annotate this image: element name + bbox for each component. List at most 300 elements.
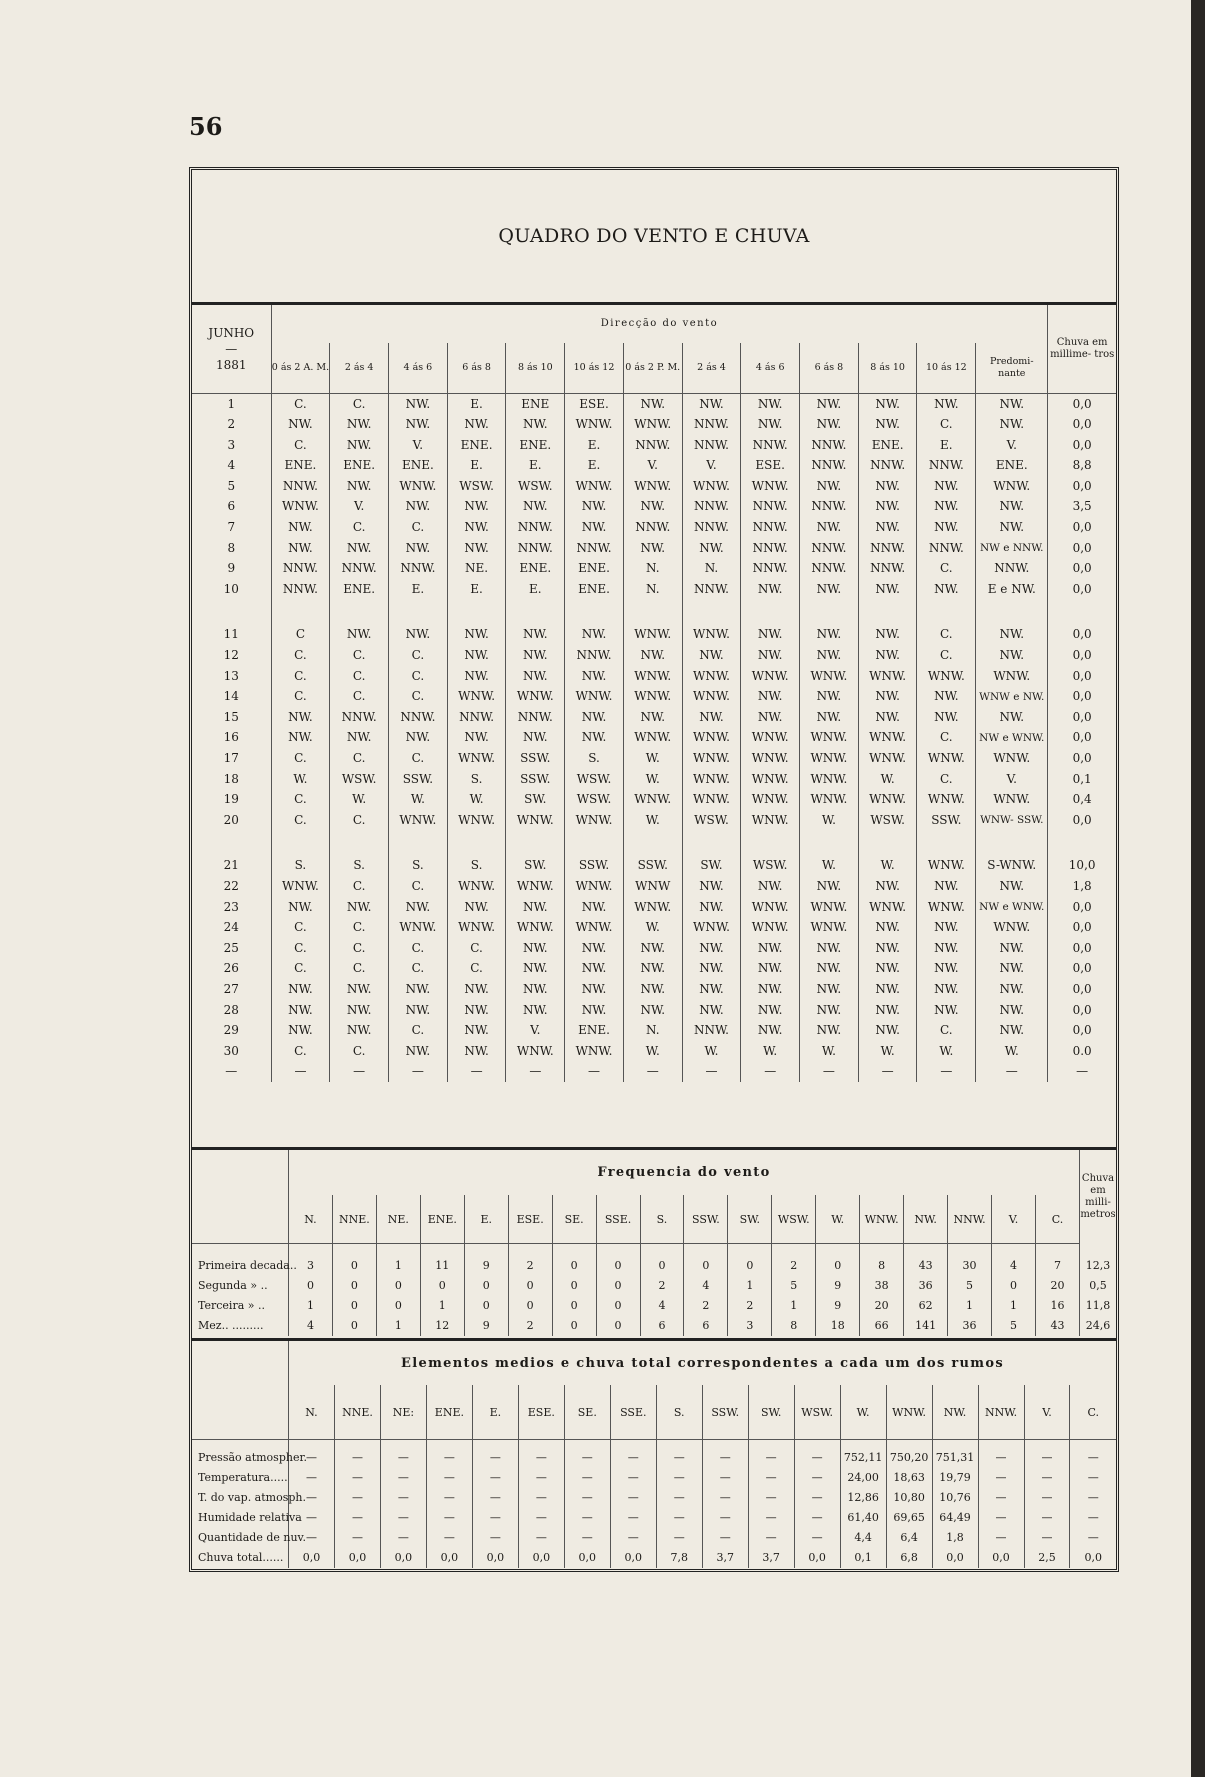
direction-cell: NW.: [506, 624, 565, 645]
direction-cell: WNW.: [682, 666, 741, 687]
direction-cell: NW.: [858, 579, 917, 600]
direction-cell: NW.: [917, 979, 976, 1000]
frequency-cell: 1: [376, 1316, 420, 1336]
direction-cell: WNW.: [506, 686, 565, 707]
frequency-cell: 9: [464, 1256, 508, 1276]
direction-cell: NW.: [741, 624, 800, 645]
table-frame: [189, 167, 1119, 1572]
table-row: [192, 979, 1116, 1000]
direction-cell: WNW.: [389, 810, 448, 831]
elements-cell: —: [289, 1488, 335, 1508]
frequency-header: NW.: [904, 1195, 948, 1244]
predominant-cell: NW.: [976, 496, 1048, 517]
predominant-cell: E e NW.: [976, 579, 1048, 600]
direction-cell: NW.: [623, 393, 682, 414]
dash-cell: —: [976, 1061, 1048, 1082]
direction-cell: WNW.: [858, 727, 917, 748]
frequency-cell: 0: [376, 1296, 420, 1316]
frequency-rain-cell: 0,5: [1080, 1276, 1117, 1296]
direction-cell: WNW.: [682, 624, 741, 645]
direction-cell: NW.: [858, 707, 917, 728]
elements-cell: 0,0: [1070, 1548, 1116, 1568]
direction-cell: WNW.: [682, 686, 741, 707]
day-cell: 18: [223, 771, 239, 786]
direction-cell: WNW.: [917, 897, 976, 918]
direction-cell: WSW.: [741, 855, 800, 876]
direction-cell: NW.: [271, 414, 330, 435]
direction-cell: NW.: [917, 496, 976, 517]
direction-cell: NW.: [858, 917, 917, 938]
dash-cell: —: [858, 1061, 917, 1082]
frequency-cell: 38: [860, 1276, 904, 1296]
direction-cell: C.: [330, 517, 389, 538]
direction-cell: WSW.: [682, 810, 741, 831]
frequency-row: [192, 1276, 1116, 1296]
direction-cell: NW.: [682, 538, 741, 559]
direction-cell: ENE.: [506, 558, 565, 579]
frequency-cell: 0: [508, 1276, 552, 1296]
elements-cell: 0,0: [932, 1548, 978, 1568]
elements-row-label: Quantidade de nuv.: [198, 1531, 306, 1544]
rain-cell: 0,4: [1048, 789, 1116, 810]
direction-cell: NW.: [858, 496, 917, 517]
elements-cell: —: [794, 1448, 840, 1468]
predominant-cell: NW.: [976, 645, 1048, 666]
frequency-header: N.: [289, 1195, 333, 1244]
dash-cell: —: [271, 1061, 330, 1082]
day-cell: 3: [227, 437, 236, 452]
direction-cell: NW.: [506, 727, 565, 748]
elements-cell: —: [1070, 1488, 1116, 1508]
direction-cell: NW.: [330, 727, 389, 748]
direction-cell: NNW.: [506, 707, 565, 728]
direction-cell: NW.: [389, 496, 448, 517]
direction-cell: C.: [330, 810, 389, 831]
direction-cell: NW.: [271, 1020, 330, 1041]
direction-cell: WNW.: [623, 789, 682, 810]
direction-cell: SW.: [506, 855, 565, 876]
direction-cell: NW.: [389, 1000, 448, 1021]
elements-header: ESE.: [518, 1385, 564, 1440]
elements-cell: —: [1024, 1468, 1070, 1488]
dash-cell: —: [565, 1061, 624, 1082]
direction-cell: NNW.: [917, 455, 976, 476]
direction-cell: NNW.: [800, 558, 859, 579]
direction-cell: NW.: [389, 414, 448, 435]
elements-cell: —: [564, 1528, 610, 1548]
direction-cell: C.: [271, 666, 330, 687]
frequency-cell: 1: [376, 1256, 420, 1276]
direction-cell: W.: [800, 1041, 859, 1062]
elements-cell: —: [289, 1448, 335, 1468]
frequency-cell: 0: [376, 1276, 420, 1296]
elements-header: ENE.: [426, 1385, 472, 1440]
direction-cell: NW.: [800, 707, 859, 728]
table-row: [192, 727, 1116, 748]
direction-cell: NW.: [917, 958, 976, 979]
frequency-header: C.: [1035, 1195, 1079, 1244]
direction-cell: WNW.: [271, 876, 330, 897]
direction-cell: NW.: [447, 1000, 506, 1021]
direction-cell: WNW.: [682, 789, 741, 810]
elements-header: NNE.: [334, 1385, 380, 1440]
direction-cell: NW.: [330, 414, 389, 435]
elements-cell: 0,0: [426, 1548, 472, 1568]
table-row: [192, 1020, 1116, 1041]
direction-cell: NNW.: [741, 496, 800, 517]
direction-cell: NNW.: [741, 558, 800, 579]
direction-cell: C.: [330, 938, 389, 959]
elements-header: NW.: [932, 1385, 978, 1440]
direction-cell: NW.: [917, 876, 976, 897]
direction-cell: WSW.: [506, 476, 565, 497]
frequency-header: WNW.: [860, 1195, 904, 1244]
frequency-cell: 11: [420, 1256, 464, 1276]
rain-cell: 0,0: [1048, 938, 1116, 959]
direction-cell: NW.: [271, 979, 330, 1000]
direction-cell: NW.: [800, 393, 859, 414]
direction-cell: NW.: [858, 1000, 917, 1021]
day-cell: 4: [227, 458, 236, 473]
direction-cell: NW.: [741, 1000, 800, 1021]
frequency-cell: 5: [992, 1316, 1036, 1336]
rain-cell: 0,0: [1048, 579, 1116, 600]
rain-cell: 1,8: [1048, 876, 1116, 897]
elements-cell: —: [656, 1488, 702, 1508]
predominant-cell: NW e WNW.: [976, 727, 1048, 748]
direction-cell: C.: [271, 748, 330, 769]
direction-cell: WNW.: [800, 789, 859, 810]
direction-cell: NW.: [447, 496, 506, 517]
frequency-cell: 0: [684, 1256, 728, 1276]
direction-cell: NW.: [741, 876, 800, 897]
predominant-cell: ENE.: [976, 455, 1048, 476]
frequency-cell: 8: [772, 1316, 816, 1336]
direction-cell: E.: [565, 455, 624, 476]
elements-cell: —: [472, 1448, 518, 1468]
elements-header: C.: [1070, 1385, 1116, 1440]
direction-cell: NW.: [271, 517, 330, 538]
day-cell: 16: [223, 730, 239, 745]
direction-cell: WNW.: [623, 897, 682, 918]
column-header-3: 6 ás 8: [447, 343, 506, 393]
direction-cell: SSW.: [623, 855, 682, 876]
direction-cell: C.: [271, 393, 330, 414]
direction-cell: C.: [389, 958, 448, 979]
frequency-cell: 3: [289, 1256, 333, 1276]
direction-cell: NW.: [565, 707, 624, 728]
elements-cell: 0,0: [380, 1548, 426, 1568]
direction-cell: WNW.: [682, 727, 741, 748]
elements-cell: 69,65: [886, 1508, 932, 1528]
elements-header: WSW.: [794, 1385, 840, 1440]
direction-cell: NW.: [506, 938, 565, 959]
direction-cell: NW.: [917, 707, 976, 728]
frequency-cell: 9: [816, 1276, 860, 1296]
direction-cell: NW.: [447, 727, 506, 748]
direction-cell: NW.: [447, 517, 506, 538]
day-cell: 2: [227, 417, 236, 432]
column-header-12: Predomi- nante: [976, 343, 1048, 393]
direction-cell: W.: [623, 810, 682, 831]
direction-cell: NW.: [741, 707, 800, 728]
direction-cell: NW.: [271, 1000, 330, 1021]
rain-cell: 10,0: [1048, 855, 1116, 876]
direction-cell: WSW.: [565, 789, 624, 810]
direction-cell: NNW.: [858, 455, 917, 476]
direction-cell: NW.: [858, 1020, 917, 1041]
frequency-cell: 1: [420, 1296, 464, 1316]
direction-cell: NW.: [330, 1000, 389, 1021]
elements-cell: 0,0: [564, 1548, 610, 1568]
elements-header: SW.: [748, 1385, 794, 1440]
direction-cell: WNW.: [682, 748, 741, 769]
direction-cell: C.: [330, 748, 389, 769]
frequency-cell: 0: [728, 1256, 772, 1276]
direction-cell: WSW.: [330, 769, 389, 790]
frequency-header: ENE.: [420, 1195, 464, 1244]
table-row: [192, 558, 1116, 579]
frequency-header: W.: [816, 1195, 860, 1244]
elements-cell: —: [1024, 1528, 1070, 1548]
direction-cell: NW.: [623, 979, 682, 1000]
frequency-cell: 12: [420, 1316, 464, 1336]
direction-cell: NW.: [800, 876, 859, 897]
direction-cell: E.: [506, 455, 565, 476]
elements-cell: —: [1070, 1448, 1116, 1468]
direction-cell: NW.: [330, 476, 389, 497]
direction-cell: ENE.: [565, 558, 624, 579]
elements-row-label: Humidade relativa: [198, 1511, 302, 1524]
direction-cell: E.: [506, 579, 565, 600]
elements-cell: 0,0: [794, 1548, 840, 1568]
direction-cell: C.: [447, 938, 506, 959]
elements-cell: —: [1024, 1448, 1070, 1468]
direction-cell: W.: [623, 769, 682, 790]
direction-cell: NW.: [800, 686, 859, 707]
elements-cell: —: [334, 1468, 380, 1488]
elements-cell: —: [289, 1528, 335, 1548]
direction-cell: WNW.: [917, 666, 976, 687]
day-cell: 26: [223, 961, 239, 976]
direction-cell: NW.: [741, 686, 800, 707]
direction-cell: C.: [271, 917, 330, 938]
direction-cell: NW.: [623, 938, 682, 959]
table-row: [192, 707, 1116, 728]
direction-cell: NNW.: [858, 538, 917, 559]
direction-cell: NW.: [447, 538, 506, 559]
elements-cell: —: [380, 1528, 426, 1548]
rain-cell: 0,0: [1048, 686, 1116, 707]
direction-cell: NNW.: [917, 538, 976, 559]
direction-cell: C.: [389, 1020, 448, 1041]
direction-cell: NNW.: [271, 558, 330, 579]
table-row: [192, 645, 1116, 666]
direction-cell: C.: [917, 1020, 976, 1041]
frequency-cell: 141: [904, 1316, 948, 1336]
elements-cell: 64,49: [932, 1508, 978, 1528]
direction-cell: NW.: [800, 1020, 859, 1041]
dash-cell: —: [623, 1061, 682, 1082]
day-cell: 20: [223, 812, 239, 827]
frequency-cell: 5: [948, 1276, 992, 1296]
direction-cell: NNW.: [565, 645, 624, 666]
direction-cell: W.: [623, 1041, 682, 1062]
elements-cell: 0,0: [978, 1548, 1024, 1568]
direction-cell: WNW.: [389, 476, 448, 497]
frequency-cell: 0: [420, 1276, 464, 1296]
frequency-cell: 6: [684, 1316, 728, 1336]
elements-cell: 3,7: [702, 1548, 748, 1568]
frequency-header: WSW.: [772, 1195, 816, 1244]
table-row: [192, 1041, 1116, 1062]
elements-cell: 0,0: [518, 1548, 564, 1568]
frequency-cell: 5: [772, 1276, 816, 1296]
direction-cell: NW.: [330, 538, 389, 559]
day-cell: 17: [223, 751, 239, 765]
frequency-rain-header: Chuva em milli- metros: [1080, 1149, 1117, 1244]
direction-cell: WNW.: [623, 414, 682, 435]
direction-cell: SW.: [682, 855, 741, 876]
elements-cell: —: [610, 1468, 656, 1488]
direction-cell: SSW.: [565, 855, 624, 876]
direction-cell: V.: [623, 455, 682, 476]
elements-cell: —: [794, 1528, 840, 1548]
table-row: [192, 476, 1116, 497]
direction-cell: NW.: [389, 897, 448, 918]
elements-cell: 752,11: [840, 1448, 886, 1468]
direction-cell: WNW.: [741, 476, 800, 497]
direction-cell: W.: [858, 769, 917, 790]
direction-cell: WNW.: [741, 810, 800, 831]
direction-cell: NW.: [330, 1020, 389, 1041]
column-header-10: 8 ás 10: [858, 343, 917, 393]
direction-cell: NW.: [506, 645, 565, 666]
direction-cell: NW.: [506, 666, 565, 687]
direction-cell: NNW.: [682, 579, 741, 600]
direction-cell: W.: [858, 855, 917, 876]
frequency-cell: 0: [596, 1256, 640, 1276]
predominant-cell: NW e NNW.: [976, 538, 1048, 559]
direction-cell: WNW.: [447, 748, 506, 769]
table-row: [192, 789, 1116, 810]
dash-cell: —: [225, 1064, 238, 1079]
elements-header: N.: [289, 1385, 335, 1440]
direction-cell: WSW.: [858, 810, 917, 831]
day-cell: 14: [223, 689, 239, 704]
direction-cell: NW.: [682, 979, 741, 1000]
elements-cell: 61,40: [840, 1508, 886, 1528]
direction-cell: WNW.: [682, 769, 741, 790]
elements-cell: —: [380, 1468, 426, 1488]
direction-cell: NW.: [858, 938, 917, 959]
direction-cell: C.: [271, 789, 330, 810]
direction-cell: WNW.: [917, 789, 976, 810]
direction-cell: NW.: [917, 938, 976, 959]
elements-cell: —: [748, 1488, 794, 1508]
rain-cell: 0,1: [1048, 769, 1116, 790]
direction-cell: W.: [447, 789, 506, 810]
elements-cell: 0,0: [610, 1548, 656, 1568]
direction-cell: NW.: [858, 624, 917, 645]
direction-cell: E.: [447, 393, 506, 414]
direction-cell: WNW.: [506, 876, 565, 897]
direction-cell: WNW.: [623, 476, 682, 497]
direction-cell: NNW.: [682, 517, 741, 538]
direction-cell: NNW.: [330, 558, 389, 579]
column-header-6: 0 ás 2 P. M.: [623, 343, 682, 393]
day-cell: 6: [227, 499, 236, 514]
direction-cell: NW.: [447, 666, 506, 687]
rain-cell: 0,0: [1048, 414, 1116, 435]
frequency-cell: 0: [332, 1296, 376, 1316]
direction-cell: NW.: [447, 1041, 506, 1062]
direction-cell: NNW.: [858, 558, 917, 579]
direction-cell: C.: [389, 748, 448, 769]
elements-cell: —: [426, 1468, 472, 1488]
direction-cell: W.: [623, 917, 682, 938]
elements-cell: 750,20: [886, 1448, 932, 1468]
elements-cell: —: [702, 1508, 748, 1528]
predominant-cell: V.: [976, 769, 1048, 790]
page-edge: [1191, 0, 1205, 1777]
predominant-cell: WNW.: [976, 476, 1048, 497]
direction-cell: NW.: [565, 496, 624, 517]
frequency-cell: 20: [860, 1296, 904, 1316]
direction-cell: NW.: [623, 707, 682, 728]
direction-cell: NW.: [800, 979, 859, 1000]
direction-cell: WNW.: [858, 789, 917, 810]
direction-cell: NW.: [741, 1020, 800, 1041]
direction-cell: NW.: [858, 393, 917, 414]
day-cell: 19: [223, 792, 239, 807]
elements-cell: —: [1070, 1528, 1116, 1548]
frequency-header: S.: [640, 1195, 684, 1244]
direction-cell: W.: [800, 810, 859, 831]
predominant-cell: W.: [976, 1041, 1048, 1062]
direction-cell: WNW.: [800, 769, 859, 790]
frequency-header: E.: [464, 1195, 508, 1244]
direction-cell: ENE.: [330, 455, 389, 476]
direction-cell: S.: [447, 769, 506, 790]
table-row: [192, 496, 1116, 517]
frequency-cell: 2: [728, 1296, 772, 1316]
elements-cell: —: [518, 1448, 564, 1468]
day-cell: 21: [223, 858, 239, 873]
direction-cell: NW.: [271, 897, 330, 918]
rain-cell: 0,0: [1048, 624, 1116, 645]
frequency-cell: 1: [948, 1296, 992, 1316]
direction-cell: NW.: [741, 958, 800, 979]
direction-cell: C.: [917, 558, 976, 579]
elements-cell: —: [518, 1488, 564, 1508]
frequency-header: SSE.: [596, 1195, 640, 1244]
elements-header: E.: [472, 1385, 518, 1440]
elements-row: [192, 1448, 1116, 1468]
frequency-cell: 66: [860, 1316, 904, 1336]
elements-cell: —: [426, 1488, 472, 1508]
direction-cell: NW.: [800, 476, 859, 497]
direction-cell: W.: [682, 1041, 741, 1062]
table-row: [192, 810, 1116, 831]
frequency-cell: 1: [289, 1296, 333, 1316]
direction-cell: WNW.: [682, 917, 741, 938]
page-title: QUADRO DO VENTO E CHUVA: [498, 225, 810, 247]
elements-cell: 19,79: [932, 1468, 978, 1488]
direction-cell: NNW.: [682, 414, 741, 435]
direction-cell: WNW.: [858, 897, 917, 918]
predominant-cell: NW.: [976, 1020, 1048, 1041]
